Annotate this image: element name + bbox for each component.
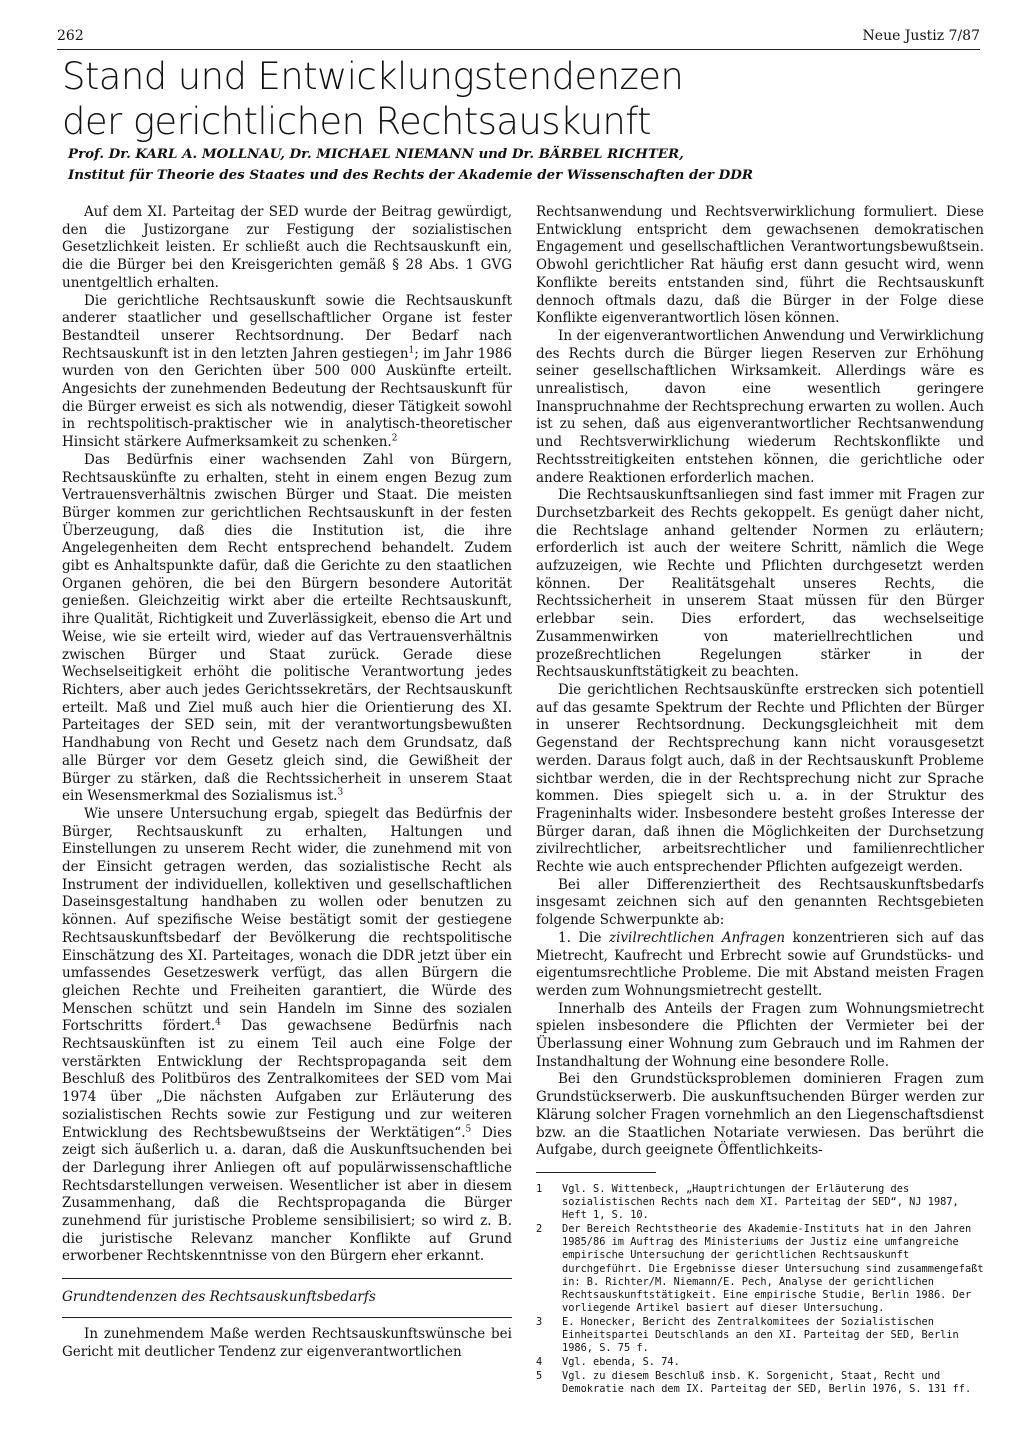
title-line-1: Stand und Entwicklungstendenzen — [62, 55, 684, 98]
paragraph — [62, 452, 512, 806]
footnote-ref: 2 — [391, 433, 398, 444]
emphasis: zivilrechtlichen Anfragen — [608, 929, 786, 946]
article-title — [62, 54, 962, 144]
paragraph: In zunehmendem Maße werden Rechtsauskunftswünsche bei Gericht mit deutlicher Tendenz zur eigenverantwortlichen — [62, 1325, 512, 1360]
footnote-text: Vgl. S. Wittenbeck, „Hauptrichtungen der Erläuterung des sozialistischen Rechts nach dem XI. Parteitag der SED“, NJ 1987, Heft 1, S. 10. — [562, 1182, 959, 1222]
paragraph — [62, 806, 512, 1266]
paragraph: In der eigenverantwortlichen Anwendung und Verwirklichung des Rechts durch die Bürger liegen Reserven zur Erhöhung seiner gesellschaftlichen Wirksamkeit. Allerdings wäre es unrealistisch, davon eine wesentlich geringere Inanspruchnahme der Rechtsprechung erwarten zu wollen. Auch ist zu sehen, daß aus eigenverantwortlicher Rechtsanwendung und Rechtsverwirklichung wiederum Rechtskonflikte und Rechtsstreitigkeiten entstehen können, die gerichtliche oder andere Reaktionen erforderlich machen. — [536, 327, 984, 486]
right-column — [536, 204, 984, 1397]
paragraph: Innerhalb des Anteils der Fragen zum Wohnungsmietrecht spielen insbesondere die Pflichten der Vermieter bei der Überlassung einer Wohnung zum Gebrauch und im Rahmen der Instandhaltung der Wohnung eine besondere Rolle. — [536, 1000, 984, 1070]
footnote-text: Vgl. zu diesem Beschluß insb. K. Sorgenicht, Staat, Recht und Demokratie nach dem IX. Parteitag der SED, Berlin 1976, S. 131 ff. — [562, 1370, 972, 1396]
footnote-ref: 5 — [465, 1124, 472, 1135]
authors-affiliation: Institut für Theorie des Staates und des Rechts der Akademie der Wissenschaften der DDR — [68, 167, 753, 183]
paragraph: Bei aller Differenziertheit des Rechtsauskunftsbedarfs insgesamt zeichnen sich auf den genannten Rechtsgebieten folgende Schwerpunkte ab: — [536, 876, 984, 929]
paragraph: Die gerichtlichen Rechtsauskünfte erstrecken sich potentiell auf das gesamte Spektrum der Rechte und Pflichten der Bürger in unserer Rechtsordnung. Deckungsgleichheit mit dem Gegenstand der Rechtsprechung kann nicht vorausgesetzt werden. Daraus folgt auch, daß in der Rechtsauskunft Probleme sichtbar werden, die in der Rechtsprechung nicht zur Sprache kommen. Dies spiegelt sich u. a. in der Struktur des Frageninhalts wider. Insbesondere besteht großes Interesse der Bürger daran, daß ihnen die Möglichkeiten der Durchsetzung zivilrechtlicher, arbeitsrechtlicher und familienrechtlicher Rechte wie auch entsprechender Pflichten aufgezeigt werden. — [536, 681, 984, 876]
footnote — [536, 1223, 984, 1315]
authors-names: Prof. Dr. KARL A. MOLLNAU, Dr. MICHAEL NIEMANN und Dr. BÄRBEL RICHTER, — [68, 146, 684, 162]
footnote-ref: 1 — [408, 345, 415, 356]
paragraph: Auf dem XI. Parteitag der SED wurde der Beitrag gewürdigt, den die Justizorgane zur Festigung der sozialistischen Gesetzlichkeit leisten. Er schließt auch die Rechtsauskunft ein, die die Bürger bei den Kreisgerichten gemäß § 28 Abs. 1 GVG unentgeltlich erhalten. — [62, 204, 512, 291]
text-run: Das Bedürfnis einer wachsenden Zahl von Bürgern, Rechtsauskünfte zu erhalten, steht in einem engen Bezug zum Vertrauensverhältnis zwischen Bürger und Staat. Die meisten Bürger kommen zur gerichtlichen Rechtsauskunft in der festen Überzeugung, daß dies die Institution ist, die ihre Angelegenheiten dem Recht entsprechend behandelt. Zudem gibt es Anhaltspunkte dafür, daß die Gerichte zu den staatlichen Organen gehören, die bei den Bürgern besondere Autorität genießen. Gleichzeitig wirkt aber die erteilte Rechtsauskunft, ihre Qualität, Richtigkeit und Zuverlässigkeit, ebenso die Art und Weise, wie sie erteilt wird, wieder auf das Vertrauensverhältnis zwischen Bürger und Staat zurück. Gerade diese Wechselseitigkeit erhöht die politische Verantwortung jedes Richters, aber auch jedes Gerichtssekretärs, der Rechtsauskunft erteilt. Maß und Ziel muß auch hier die Orientierung des XI. Parteitages der SED sein, mit der verantwortungsbewußten Handhabung von Recht und Gesetz nach dem Grundsatz, daß alle Bürger vor dem Gesetz gleich sind, die Gewißheit der Bürger zu stärken, daß die Rechtssicherheit in unserem Staat ein Wesensmerkmal des Sozialismus ist. — [62, 451, 512, 805]
title-line-2: der gerichtlichen Rechtsauskunft — [62, 100, 651, 143]
paragraph — [62, 293, 512, 452]
footnote-number: 2 — [536, 1223, 543, 1236]
text-run: Dies zeigt sich äußerlich u. a. daran, daß die Auskunftsuchenden bei der Darlegung ihrer Anliegen oft auf populärwissenschaftliche Rechtsdarstellungen verweisen. Wesentlicher ist aber in diesem Zusammenhang, daß die Rechtspropaganda die Bürger zunehmend für juristische Probleme sensibilisiert; so wird z. B. die juristische Relevanz mancher Konflikte auf Grund erworbener Rechtskenntnisse von den Bürgern eher erkannt. — [62, 1124, 512, 1265]
paragraph: Die Rechtsauskunftsanliegen sind fast immer mit Fragen zur Durchsetzbarkeit des Rechts gekoppelt. Es genügt daher nicht, die Rechtslage anhand geltender Normen zu erläutern; erforderlich ist auch der weitere Schritt, nämlich die Wege aufzuzeigen, wie Rechte und Pflichten durchgesetzt werden können. Der Realitätsgehalt unseres Rechts, die Rechtssicherheit in unserem Staat müssen für den Bürger erlebbar sein. Dies erfordert, das wechselseitige Zusammenwirken von materiellrechtlichen und prozeßrechtlichen Regelungen stärker in der Rechtsauskunftstätigkeit zu beachten. — [536, 487, 984, 681]
footnote-number: 1 — [536, 1182, 543, 1195]
article-authors — [68, 144, 988, 186]
text-run: ; im Jahr 1986 wurden von den Gerichten über 500 000 Auskünfte erteilt. Angesichts der zunehmenden Bedeutung der Rechtsauskunft für die Bürger erweist es sich als notwendig, dieser Tätigkeit sowohl in rechtspolitisch-praktischer wie in analytisch-theoretischer Hinsicht stärkere Aufmerksamkeit zu schenken. — [62, 345, 512, 451]
header-rule — [57, 49, 980, 50]
footnote-text: E. Honecker, Bericht des Zentralkomitees der Sozialistischen Einheitspartei Deutschlands an den XI. Parteitag der SED, Berlin 1986, S. 75 f. — [562, 1315, 959, 1355]
footnote — [536, 1356, 984, 1369]
footnote-number: 4 — [536, 1356, 543, 1369]
section-heading: Grundtendenzen des Rechtsauskunftsbedarfs — [62, 1278, 512, 1307]
text-run: 1. Die — [558, 929, 609, 946]
text-run: Das gewachsene Bedürfnis nach Rechtsauskünften ist zu einem Teil auch eine Folge der verstärkten Entwicklung der Rechtspropaganda seit dem Beschluß des Politbüros des Zentralkomitees der SED vom Mai 1974 über „Die nächsten Aufgaben zur Erläuterung des sozialistischen Rechts sowie zur Festigung und zur weiteren Entwicklung des Rechtsbewußtseins der Werktätigen“. — [62, 1018, 512, 1141]
footnote-text: Der Bereich Rechtstheorie des Akademie-Instituts hat in den Jahren 1985/86 im Auftrag des Ministeriums der Justiz eine umfangreiche empirische Untersuchung der gerichtlichen Rechtsauskunft durchgeführt. Die Ergebnisse dieser Untersuchung sind zusammengefaßt in: B. Richter/M. Niemann/E. Pech, Analyse der gerichtlichen Rechtsauskunftstätigkeit. Eine empirische Studie, Berlin 1986. Der vorliegende Artikel basiert auf dieser Untersuchung. — [562, 1223, 984, 1314]
footnote-number: 3 — [536, 1315, 543, 1328]
section-rule — [62, 1307, 512, 1318]
paragraph — [536, 930, 984, 1001]
footnote-number: 5 — [536, 1370, 543, 1383]
footnote-ref: 4 — [215, 1017, 221, 1028]
text-run: Wie unsere Untersuchung ergab, spiegelt das Bedürfnis der Bürger, Rechtsauskunft zu erhalten, Haltungen und Einstellungen zu unserem Recht wider, die zunehmend mit von der Einsicht getragen werden, das sozialistische Recht als Instrument der individuellen, kollektiven und gesellschaftlichen Daseinsgestaltung handhaben zu wollen oder benutzen zu können. Auf spezifische Weise bestätigt somit der gestiegene Rechtsauskunftsbedarf der Bevölkerung die rechtspolitische Einschätzung des XI. Parteitages, wonach die DDR jetzt über ein umfassendes Gesetzeswerk verfügt, das allen Bürgern die gleichen Rechte und Freiheiten garantiert, die Würde des Menschen schützt und sein Handeln im Sinne des sozialen Fortschritts fördert. — [62, 805, 512, 1035]
left-column — [62, 204, 512, 1361]
footnote-text: Vgl. ebenda, S. 74. — [562, 1356, 680, 1369]
page-number: 262 — [57, 28, 84, 44]
paragraph: Bei den Grundstücksproblemen dominieren Fragen zum Grundstückserwerb. Die auskunftsuchenden Bürger werden zur Klärung solcher Fragen vornehmlich an den Liegenschaftsdienst bzw. an die Staatlichen Notariate verwiesen. Das berührt die Aufgabe, durch geeignete Öffentlichkeits- — [536, 1071, 984, 1159]
journal-issue: Neue Justiz 7/87 — [862, 28, 980, 44]
text-run: konzentrieren sich auf das Mietrecht, Kaufrecht und Erbrecht sowie auf Grundstücks- und eigentumsrechtliche Probleme. Die mit Abstand meisten Fragen werden zum Wohnungsmietrecht gestellt. — [536, 929, 984, 999]
footnote — [536, 1316, 984, 1355]
footnote — [536, 1183, 984, 1222]
footnote — [536, 1370, 984, 1396]
footnote-rule — [536, 1172, 656, 1173]
paragraph: Rechtsanwendung und Rechtsverwirklichung formuliert. Diese Entwicklung entspricht dem gewachsenen demokratischen Engagement und gesellschaftlichen Verantwortungsbewußtsein. Obwohl gerichtlicher Rat häufig erst dann gesucht wird, wenn Konflikte bereits entstanden sind, führt die Rechtsauskunft dennoch oftmals dazu, daß die Bürger in der Folge diese Konflikte eigenverantwortlich lösen können. — [536, 204, 984, 327]
text-run: Die gerichtliche Rechtsauskunft sowie die Rechtsauskunft anderer staatlicher und gesellschaftlicher Organe ist fester Bestandteil unserer Rechtsordnung. Der Bedarf nach Rechtsauskunft ist in den letzten Jahren gestiegen — [62, 292, 512, 362]
footnotes — [536, 1183, 984, 1397]
footnote-ref: 3 — [337, 787, 344, 798]
